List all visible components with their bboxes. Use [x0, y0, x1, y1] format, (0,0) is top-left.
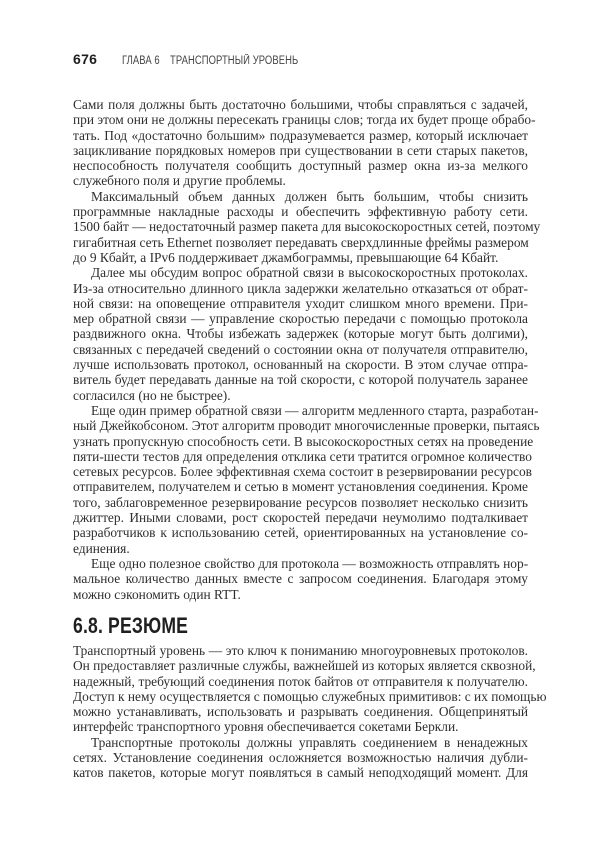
- text-line: программные накладные расходы и обеспечить эффективную работу сети.: [73, 204, 528, 220]
- paragraph: [73, 643, 547, 735]
- section-body-text: [73, 643, 547, 781]
- text-line: катов пакетов, которые могут появляться в самый неподходящий момент. Для: [73, 765, 528, 781]
- text-line: связанных с передачей сведений о состоянии окна от получателя отправителю,: [73, 341, 528, 357]
- text-line: Транспортные протоколы должны управлять соединением в ненадежных: [91, 734, 528, 750]
- chapter-title: ТРАНСПОРТНЫЙ УРОВЕНЬ: [170, 55, 299, 67]
- text-line: можно устанавливать, использовать и разрывать соединения. Общепринятый: [73, 704, 528, 720]
- text-line: Из-за относительно длинного цикла задержки желательно отказаться от обрат-: [73, 280, 528, 296]
- text-line: единения.: [73, 540, 130, 556]
- text-line: Еще одно полезное свойство для протокола — возможность отправлять нор-: [91, 555, 529, 571]
- text-line: витель будет передавать данные на той скорости, с которой получатель заранее: [73, 372, 528, 388]
- text-line: ный Джейкобсоном. Этот алгоритм проводит многочисленные проверки, пытаясь: [73, 418, 540, 434]
- text-line: мальное количество данных вместе с запросом соединения. Благодаря этому: [73, 571, 528, 587]
- paragraph: [73, 402, 540, 556]
- text-line: сетях. Установление соединения осложняется возможностью наличия дубли-: [73, 750, 528, 766]
- running-head: [73, 51, 326, 71]
- paragraph: [73, 556, 528, 602]
- text-line: джиттер. Иными словами, рост скоростей передачи неумолимо подталкивает: [73, 510, 528, 526]
- text-line: служебного поля и другие проблемы.: [73, 173, 286, 189]
- paragraph: [73, 188, 541, 265]
- text-line: зацикливание порядковых номеров при существовании в сети старых пакетов,: [73, 142, 528, 158]
- text-line: 1500 байт — недостаточный размер пакета для высокоскоростных сетей, поэтому: [73, 219, 541, 235]
- text-line: можно сэкономить один RTT.: [73, 586, 241, 602]
- paragraph: [73, 735, 528, 781]
- text-line: согласился (но не быстрее).: [73, 387, 231, 403]
- text-line: при этом они не должны пересекать границы слов; тогда их будет проще обрабо-: [73, 112, 536, 128]
- text-line: Он предоставляет различные службы, важнейшей из которых является сквозной,: [73, 658, 536, 674]
- text-line: интерфейс транспортного уровня обеспечивается сокетами Беркли.: [73, 719, 459, 735]
- text-line: неспособность получателя сообщить доступный размер окна из-за мелкого: [73, 158, 528, 174]
- text-line: тать. Под «достаточно большим» подразумевается размер, который исключает: [73, 127, 528, 143]
- text-line: раздвижного окна. Чтобы избежать задержек (которые могут быть долгими),: [73, 326, 528, 342]
- paragraph: [73, 265, 528, 403]
- text-line: Максимальный объем данных должен быть большим, чтобы снизить: [91, 188, 528, 204]
- text-line: того, заблаговременное резервирование ресурсов позволяет несколько снизить: [73, 494, 528, 510]
- text-line: Транспортный уровень — это ключ к пониманию многоуровневых протоколов.: [73, 643, 528, 658]
- text-line: Доступ к нему осуществляется с помощью служебных примитивов: с их помощью: [73, 688, 547, 704]
- text-line: надежный, требующий соединения поток байтов от отправителя к получателю.: [73, 673, 528, 689]
- text-line: узнать пропускную способность сети. В высокоскоростных сетях на проведение: [73, 433, 534, 449]
- body-text-before-section: [73, 97, 541, 602]
- text-line: лучше использовать протокол, основанный на скорости. В этом случае отпра-: [73, 357, 528, 373]
- page-number: 676: [73, 51, 98, 67]
- section-heading: 6.8. РЕЗЮМЕ: [73, 613, 189, 638]
- text-line: мер обратной связи — управление скоростью передачи с помощью протокола: [73, 311, 528, 327]
- text-line: Далее мы обсудим вопрос обратной связи в высокоскоростных протоколах.: [91, 265, 528, 281]
- text-line: сетевых ресурсов. Более эффективная схема состоит в резервировании ресурсов: [73, 464, 532, 480]
- paragraph: [73, 97, 536, 189]
- text-line: отправителем, получателем и сетью в момент установления соединения. Кроме: [73, 479, 528, 495]
- text-line: Сами поля должны быть достаточно большими, чтобы справляться с задачей,: [73, 97, 528, 112]
- text-line: до 9 Кбайт, а IPv6 поддерживает джамбограммы, превышающие 64 Кбайт.: [73, 249, 499, 265]
- chapter-label: ГЛАВА 6: [122, 55, 160, 67]
- text-line: ной связи: на оповещение отправителя уходит слишком много времени. При-: [73, 295, 528, 311]
- text-line: Еще один пример обратной связи — алгоритм медленного старта, разработан-: [91, 402, 539, 418]
- text-line: разработчиков к использованию сетей, ориентированных на установление со-: [73, 525, 528, 541]
- text-line: пяти-шести тестов для определения отклика сети тратится огромное количество: [73, 448, 532, 464]
- text-line: гигабитная сеть Ethernet позволяет передавать сверхдлинные фреймы размером: [73, 234, 529, 250]
